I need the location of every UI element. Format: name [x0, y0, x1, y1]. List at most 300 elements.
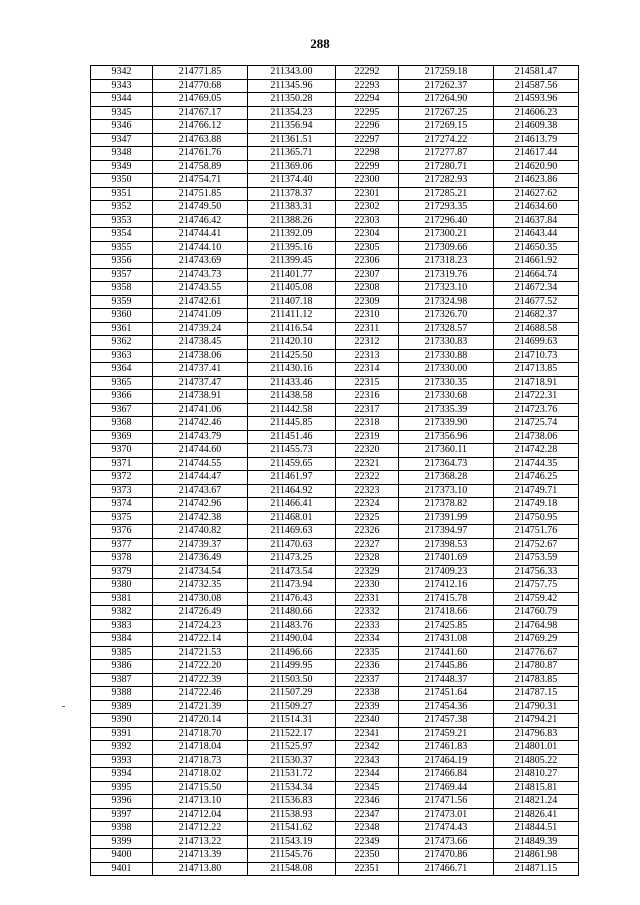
y-coordinate-2-cell: 214688.58: [494, 322, 579, 336]
table-row: [91, 633, 579, 647]
point-number-cell: 9342: [91, 66, 153, 80]
x-coordinate-2-cell: 217474.43: [399, 822, 494, 836]
table-row: [91, 768, 579, 782]
point-number-cell: 9380: [91, 579, 153, 593]
x-coordinate-2-cell: 217448.37: [399, 673, 494, 687]
coordinates-table: [90, 65, 579, 876]
x-coordinate-cell: 214713.10: [153, 795, 248, 809]
point-number-cell: 9350: [91, 174, 153, 188]
y-coordinate-2-cell: 214650.35: [494, 241, 579, 255]
y-coordinate-2-cell: 214587.56: [494, 79, 579, 93]
x-coordinate-cell: 214722.20: [153, 660, 248, 674]
x-coordinate-cell: 214712.04: [153, 808, 248, 822]
x-coordinate-cell: 214721.53: [153, 646, 248, 660]
y-coordinate-2-cell: 214664.74: [494, 268, 579, 282]
point-number-2-cell: 22351: [336, 862, 399, 876]
x-coordinate-cell: 214726.49: [153, 606, 248, 620]
table-row: [91, 282, 579, 296]
point-number-cell: 9370: [91, 444, 153, 458]
point-number-2-cell: 22323: [336, 484, 399, 498]
y-coordinate-2-cell: 214749.71: [494, 484, 579, 498]
x-coordinate-cell: 214744.47: [153, 471, 248, 485]
table-row: [91, 187, 579, 201]
point-number-2-cell: 22338: [336, 687, 399, 701]
x-coordinate-cell: 214722.14: [153, 633, 248, 647]
point-number-2-cell: 22301: [336, 187, 399, 201]
x-coordinate-2-cell: 217330.83: [399, 336, 494, 350]
point-number-cell: 9382: [91, 606, 153, 620]
point-number-2-cell: 22293: [336, 79, 399, 93]
point-number-cell: 9369: [91, 430, 153, 444]
point-number-cell: 9353: [91, 214, 153, 228]
y-coordinate-2-cell: 214826.41: [494, 808, 579, 822]
x-coordinate-2-cell: 217425.85: [399, 619, 494, 633]
x-coordinate-cell: 214724.23: [153, 619, 248, 633]
table-row: [91, 619, 579, 633]
x-coordinate-cell: 214713.22: [153, 835, 248, 849]
x-coordinate-cell: 214766.12: [153, 120, 248, 134]
x-coordinate-2-cell: 217330.88: [399, 349, 494, 363]
y-coordinate-2-cell: 214769.29: [494, 633, 579, 647]
y-coordinate-2-cell: 214776.67: [494, 646, 579, 660]
point-number-cell: 9393: [91, 754, 153, 768]
x-coordinate-2-cell: 217466.71: [399, 862, 494, 876]
x-coordinate-cell: 214715.50: [153, 781, 248, 795]
table-row: [91, 295, 579, 309]
y-coordinate-cell: 211438.58: [248, 390, 336, 404]
x-coordinate-2-cell: 217323.10: [399, 282, 494, 296]
table-row: [91, 579, 579, 593]
y-coordinate-cell: 211545.76: [248, 849, 336, 863]
x-coordinate-cell: 214739.37: [153, 538, 248, 552]
y-coordinate-2-cell: 214783.85: [494, 673, 579, 687]
point-number-cell: 9379: [91, 565, 153, 579]
x-coordinate-2-cell: 217373.10: [399, 484, 494, 498]
table-row: [91, 727, 579, 741]
y-coordinate-cell: 211445.85: [248, 417, 336, 431]
table-row: [91, 781, 579, 795]
point-number-cell: 9394: [91, 768, 153, 782]
x-coordinate-cell: 214737.41: [153, 363, 248, 377]
x-coordinate-cell: 214744.55: [153, 457, 248, 471]
y-coordinate-2-cell: 214637.84: [494, 214, 579, 228]
y-coordinate-2-cell: 214780.87: [494, 660, 579, 674]
point-number-2-cell: 22302: [336, 201, 399, 215]
point-number-cell: 9400: [91, 849, 153, 863]
point-number-cell: 9361: [91, 322, 153, 336]
x-coordinate-cell: 214761.76: [153, 147, 248, 161]
point-number-cell: 9396: [91, 795, 153, 809]
point-number-cell: 9368: [91, 417, 153, 431]
x-coordinate-cell: 214743.67: [153, 484, 248, 498]
x-coordinate-2-cell: 217269.15: [399, 120, 494, 134]
point-number-cell: 9346: [91, 120, 153, 134]
x-coordinate-2-cell: 217466.84: [399, 768, 494, 782]
point-number-cell: 9387: [91, 673, 153, 687]
point-number-cell: 9359: [91, 295, 153, 309]
y-coordinate-2-cell: 214620.90: [494, 160, 579, 174]
x-coordinate-cell: 214734.54: [153, 565, 248, 579]
y-coordinate-2-cell: 214606.23: [494, 106, 579, 120]
point-number-2-cell: 22303: [336, 214, 399, 228]
x-coordinate-cell: 214737.47: [153, 376, 248, 390]
table-row: [91, 673, 579, 687]
x-coordinate-2-cell: 217401.69: [399, 552, 494, 566]
y-coordinate-cell: 211350.28: [248, 93, 336, 107]
table-row: [91, 322, 579, 336]
x-coordinate-2-cell: 217418.66: [399, 606, 494, 620]
x-coordinate-cell: 214742.46: [153, 417, 248, 431]
point-number-cell: 9349: [91, 160, 153, 174]
x-coordinate-2-cell: 217445.86: [399, 660, 494, 674]
point-number-2-cell: 22304: [336, 228, 399, 242]
x-coordinate-cell: 214743.69: [153, 255, 248, 269]
x-coordinate-cell: 214713.80: [153, 862, 248, 876]
point-number-cell: 9366: [91, 390, 153, 404]
y-coordinate-cell: 211354.23: [248, 106, 336, 120]
table-row: [91, 120, 579, 134]
point-number-2-cell: 22296: [336, 120, 399, 134]
point-number-2-cell: 22324: [336, 498, 399, 512]
point-number-2-cell: 22344: [336, 768, 399, 782]
y-coordinate-2-cell: 214815.81: [494, 781, 579, 795]
y-coordinate-2-cell: 214722.31: [494, 390, 579, 404]
point-number-2-cell: 22325: [336, 511, 399, 525]
point-number-cell: 9364: [91, 363, 153, 377]
point-number-2-cell: 22311: [336, 322, 399, 336]
table-row: [91, 390, 579, 404]
point-number-cell: 9371: [91, 457, 153, 471]
x-coordinate-2-cell: 217356.96: [399, 430, 494, 444]
table-row: [91, 147, 579, 161]
y-coordinate-2-cell: 214760.79: [494, 606, 579, 620]
x-coordinate-cell: 214742.61: [153, 295, 248, 309]
y-coordinate-cell: 211395.16: [248, 241, 336, 255]
y-coordinate-2-cell: 214805.22: [494, 754, 579, 768]
x-coordinate-2-cell: 217335.39: [399, 403, 494, 417]
x-coordinate-cell: 214758.89: [153, 160, 248, 174]
point-number-2-cell: 22348: [336, 822, 399, 836]
y-coordinate-2-cell: 214801.01: [494, 741, 579, 755]
point-number-2-cell: 22321: [336, 457, 399, 471]
y-coordinate-cell: 211399.45: [248, 255, 336, 269]
point-number-cell: 9381: [91, 592, 153, 606]
y-coordinate-cell: 211455.73: [248, 444, 336, 458]
point-number-2-cell: 22345: [336, 781, 399, 795]
x-coordinate-2-cell: 217326.70: [399, 309, 494, 323]
table-row: [91, 741, 579, 755]
x-coordinate-cell: 214738.91: [153, 390, 248, 404]
point-number-2-cell: 22327: [336, 538, 399, 552]
y-coordinate-cell: 211392.09: [248, 228, 336, 242]
point-number-2-cell: 22315: [336, 376, 399, 390]
y-coordinate-2-cell: 214756.33: [494, 565, 579, 579]
point-number-2-cell: 22347: [336, 808, 399, 822]
y-coordinate-cell: 211543.19: [248, 835, 336, 849]
x-coordinate-2-cell: 217259.18: [399, 66, 494, 80]
point-number-2-cell: 22309: [336, 295, 399, 309]
point-number-2-cell: 22299: [336, 160, 399, 174]
x-coordinate-2-cell: 217364.73: [399, 457, 494, 471]
x-coordinate-cell: 214712.22: [153, 822, 248, 836]
point-number-cell: 9399: [91, 835, 153, 849]
x-coordinate-cell: 214730.08: [153, 592, 248, 606]
point-number-2-cell: 22298: [336, 147, 399, 161]
y-coordinate-cell: 211405.08: [248, 282, 336, 296]
point-number-2-cell: 22339: [336, 700, 399, 714]
point-number-2-cell: 22317: [336, 403, 399, 417]
x-coordinate-2-cell: 217459.21: [399, 727, 494, 741]
y-coordinate-cell: 211374.40: [248, 174, 336, 188]
point-number-cell: 9355: [91, 241, 153, 255]
table-row: [91, 714, 579, 728]
x-coordinate-2-cell: 217409.23: [399, 565, 494, 579]
y-coordinate-cell: 211469.63: [248, 525, 336, 539]
table-row: [91, 66, 579, 80]
point-number-2-cell: 22312: [336, 336, 399, 350]
table-row: [91, 430, 579, 444]
x-coordinate-cell: 214744.60: [153, 444, 248, 458]
x-coordinate-cell: 214718.04: [153, 741, 248, 755]
y-coordinate-cell: 211416.54: [248, 322, 336, 336]
table-row: [91, 160, 579, 174]
x-coordinate-2-cell: 217296.40: [399, 214, 494, 228]
y-coordinate-cell: 211461.97: [248, 471, 336, 485]
point-number-2-cell: 22330: [336, 579, 399, 593]
x-coordinate-2-cell: 217328.57: [399, 322, 494, 336]
y-coordinate-2-cell: 214794.21: [494, 714, 579, 728]
table-row: [91, 174, 579, 188]
y-coordinate-2-cell: 214787.15: [494, 687, 579, 701]
y-coordinate-2-cell: 214677.52: [494, 295, 579, 309]
x-coordinate-cell: 214763.88: [153, 133, 248, 147]
y-coordinate-cell: 211401.77: [248, 268, 336, 282]
table-row: [91, 403, 579, 417]
table-row: [91, 687, 579, 701]
x-coordinate-cell: 214741.06: [153, 403, 248, 417]
x-coordinate-cell: 214742.38: [153, 511, 248, 525]
x-coordinate-cell: 214769.05: [153, 93, 248, 107]
y-coordinate-cell: 211378.37: [248, 187, 336, 201]
table-row: [91, 106, 579, 120]
x-coordinate-cell: 214722.46: [153, 687, 248, 701]
y-coordinate-cell: 211483.76: [248, 619, 336, 633]
table-row: [91, 660, 579, 674]
point-number-2-cell: 22326: [336, 525, 399, 539]
x-coordinate-2-cell: 217319.76: [399, 268, 494, 282]
table-row: [91, 700, 579, 714]
point-number-cell: 9374: [91, 498, 153, 512]
point-number-2-cell: 22329: [336, 565, 399, 579]
x-coordinate-2-cell: 217470.86: [399, 849, 494, 863]
table-row: [91, 336, 579, 350]
x-coordinate-2-cell: 217282.93: [399, 174, 494, 188]
point-number-cell: 9352: [91, 201, 153, 215]
y-coordinate-2-cell: 214810.27: [494, 768, 579, 782]
y-coordinate-2-cell: 214682.37: [494, 309, 579, 323]
y-coordinate-2-cell: 214871.15: [494, 862, 579, 876]
point-number-cell: 9398: [91, 822, 153, 836]
point-number-2-cell: 22346: [336, 795, 399, 809]
y-coordinate-cell: 211476.43: [248, 592, 336, 606]
x-coordinate-2-cell: 217264.90: [399, 93, 494, 107]
y-coordinate-cell: 211507.29: [248, 687, 336, 701]
y-coordinate-cell: 211361.51: [248, 133, 336, 147]
x-coordinate-cell: 214770.68: [153, 79, 248, 93]
table-row: [91, 552, 579, 566]
y-coordinate-2-cell: 214623.86: [494, 174, 579, 188]
point-number-cell: 9343: [91, 79, 153, 93]
table-row: [91, 214, 579, 228]
y-coordinate-cell: 211536.83: [248, 795, 336, 809]
table-row: [91, 255, 579, 269]
y-coordinate-2-cell: 214593.96: [494, 93, 579, 107]
table-row: [91, 525, 579, 539]
table-row: [91, 376, 579, 390]
x-coordinate-cell: 214718.70: [153, 727, 248, 741]
x-coordinate-2-cell: 217339.90: [399, 417, 494, 431]
y-coordinate-cell: 211473.94: [248, 579, 336, 593]
x-coordinate-2-cell: 217461.83: [399, 741, 494, 755]
x-coordinate-2-cell: 217469.44: [399, 781, 494, 795]
point-number-2-cell: 22316: [336, 390, 399, 404]
x-coordinate-2-cell: 217471.56: [399, 795, 494, 809]
point-number-2-cell: 22318: [336, 417, 399, 431]
point-number-2-cell: 22314: [336, 363, 399, 377]
x-coordinate-2-cell: 217412.16: [399, 579, 494, 593]
x-coordinate-cell: 214767.17: [153, 106, 248, 120]
point-number-2-cell: 22350: [336, 849, 399, 863]
x-coordinate-2-cell: 217330.00: [399, 363, 494, 377]
x-coordinate-cell: 214720.14: [153, 714, 248, 728]
y-coordinate-2-cell: 214718.91: [494, 376, 579, 390]
point-number-cell: 9354: [91, 228, 153, 242]
x-coordinate-cell: 214754.71: [153, 174, 248, 188]
point-number-2-cell: 22310: [336, 309, 399, 323]
y-coordinate-2-cell: 214752.67: [494, 538, 579, 552]
point-number-cell: 9372: [91, 471, 153, 485]
point-number-2-cell: 22340: [336, 714, 399, 728]
point-number-2-cell: 22334: [336, 633, 399, 647]
y-coordinate-cell: 211531.72: [248, 768, 336, 782]
x-coordinate-cell: 214751.85: [153, 187, 248, 201]
table-row: [91, 457, 579, 471]
y-coordinate-2-cell: 214753.59: [494, 552, 579, 566]
y-coordinate-2-cell: 214757.75: [494, 579, 579, 593]
x-coordinate-2-cell: 217360.11: [399, 444, 494, 458]
y-coordinate-cell: 211451.46: [248, 430, 336, 444]
y-coordinate-cell: 211388.26: [248, 214, 336, 228]
y-coordinate-cell: 211525.97: [248, 741, 336, 755]
x-coordinate-2-cell: 217285.21: [399, 187, 494, 201]
x-coordinate-2-cell: 217441.60: [399, 646, 494, 660]
y-coordinate-cell: 211369.06: [248, 160, 336, 174]
point-number-cell: 9395: [91, 781, 153, 795]
point-number-cell: 9373: [91, 484, 153, 498]
point-number-cell: 9367: [91, 403, 153, 417]
point-number-cell: 9401: [91, 862, 153, 876]
x-coordinate-cell: 214741.09: [153, 309, 248, 323]
y-coordinate-cell: 211464.92: [248, 484, 336, 498]
x-coordinate-2-cell: 217277.87: [399, 147, 494, 161]
y-coordinate-cell: 211473.54: [248, 565, 336, 579]
x-coordinate-2-cell: 217457.38: [399, 714, 494, 728]
x-coordinate-2-cell: 217318.23: [399, 255, 494, 269]
x-coordinate-2-cell: 217300.21: [399, 228, 494, 242]
x-coordinate-2-cell: 217309.66: [399, 241, 494, 255]
point-number-2-cell: 22307: [336, 268, 399, 282]
y-coordinate-cell: 211442.58: [248, 403, 336, 417]
y-coordinate-2-cell: 214790.31: [494, 700, 579, 714]
y-coordinate-cell: 211425.50: [248, 349, 336, 363]
point-number-2-cell: 22349: [336, 835, 399, 849]
point-number-2-cell: 22328: [336, 552, 399, 566]
y-coordinate-2-cell: 214581.47: [494, 66, 579, 80]
point-number-2-cell: 22343: [336, 754, 399, 768]
x-coordinate-cell: 214743.73: [153, 268, 248, 282]
y-coordinate-cell: 211473.25: [248, 552, 336, 566]
y-coordinate-2-cell: 214861.98: [494, 849, 579, 863]
x-coordinate-cell: 214736.49: [153, 552, 248, 566]
point-number-2-cell: 22294: [336, 93, 399, 107]
x-coordinate-2-cell: 217262.37: [399, 79, 494, 93]
point-number-2-cell: 22333: [336, 619, 399, 633]
x-coordinate-2-cell: 217391.99: [399, 511, 494, 525]
x-coordinate-cell: 214718.73: [153, 754, 248, 768]
x-coordinate-cell: 214743.79: [153, 430, 248, 444]
x-coordinate-2-cell: 217451.64: [399, 687, 494, 701]
point-number-cell: 9385: [91, 646, 153, 660]
y-coordinate-cell: 211433.46: [248, 376, 336, 390]
point-number-2-cell: 22336: [336, 660, 399, 674]
y-coordinate-cell: 211343.00: [248, 66, 336, 80]
point-number-2-cell: 22331: [336, 592, 399, 606]
y-coordinate-2-cell: 214749.18: [494, 498, 579, 512]
x-coordinate-2-cell: 217274.22: [399, 133, 494, 147]
y-coordinate-cell: 211499.95: [248, 660, 336, 674]
y-coordinate-2-cell: 214764.98: [494, 619, 579, 633]
y-coordinate-2-cell: 214751.76: [494, 525, 579, 539]
table-row: [91, 349, 579, 363]
y-coordinate-cell: 211534.34: [248, 781, 336, 795]
margin-mark: [62, 706, 65, 707]
table-row: [91, 484, 579, 498]
x-coordinate-2-cell: 217324.98: [399, 295, 494, 309]
point-number-cell: 9397: [91, 808, 153, 822]
point-number-cell: 9362: [91, 336, 153, 350]
point-number-cell: 9363: [91, 349, 153, 363]
y-coordinate-cell: 211514.31: [248, 714, 336, 728]
point-number-2-cell: 22320: [336, 444, 399, 458]
x-coordinate-cell: 214721.39: [153, 700, 248, 714]
y-coordinate-cell: 211538.93: [248, 808, 336, 822]
x-coordinate-2-cell: 217330.35: [399, 376, 494, 390]
x-coordinate-cell: 214713.39: [153, 849, 248, 863]
point-number-cell: 9358: [91, 282, 153, 296]
x-coordinate-2-cell: 217473.66: [399, 835, 494, 849]
table-row: [91, 471, 579, 485]
table-row: [91, 309, 579, 323]
point-number-cell: 9356: [91, 255, 153, 269]
table-row: [91, 241, 579, 255]
y-coordinate-2-cell: 214744.35: [494, 457, 579, 471]
page-number: 288: [310, 36, 330, 51]
y-coordinate-cell: 211459.65: [248, 457, 336, 471]
table-row: [91, 862, 579, 876]
y-coordinate-cell: 211430.16: [248, 363, 336, 377]
x-coordinate-cell: 214722.39: [153, 673, 248, 687]
x-coordinate-cell: 214744.10: [153, 241, 248, 255]
